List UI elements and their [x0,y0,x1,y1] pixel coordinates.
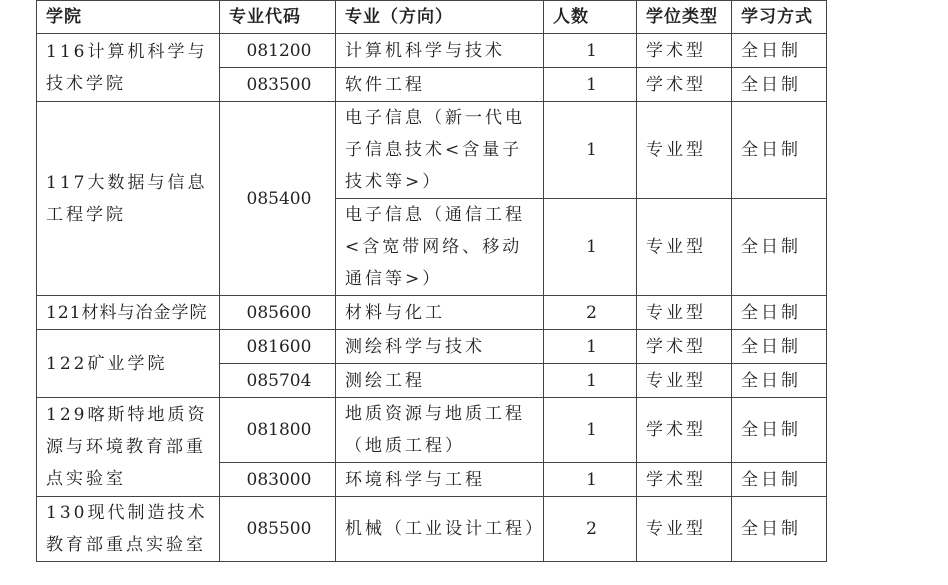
mode-cell: 全日制 [732,364,827,398]
table-row [37,330,827,364]
degree-cell: 专业型 [637,296,732,330]
count-cell: 1 [544,199,637,296]
mode-cell: 全日制 [732,296,827,330]
code-cell: 085600 [220,296,336,330]
major-cell: 测绘工程 [336,364,544,398]
mode-cell: 全日制 [732,68,827,102]
count-cell: 1 [544,364,637,398]
mode-cell: 全日制 [732,497,827,562]
code-cell: 085400 [220,102,336,296]
code-cell: 085704 [220,364,336,398]
table-row [37,296,827,330]
header-row [37,1,827,34]
header-mode: 学习方式 [732,1,827,34]
degree-cell: 学术型 [637,398,732,463]
degree-cell: 学术型 [637,34,732,68]
major-cell: 地质资源与地质工程（地质工程） [336,398,544,463]
count-cell: 1 [544,398,637,463]
table-row [37,34,827,68]
degree-cell: 专业型 [637,199,732,296]
major-cell: 电子信息（通信工程<含宽带网络、移动通信等>） [336,199,544,296]
degree-cell: 学术型 [637,330,732,364]
code-cell: 083000 [220,463,336,497]
header-degree: 学位类型 [637,1,732,34]
count-cell: 2 [544,497,637,562]
degree-cell: 专业型 [637,497,732,562]
code-cell: 081800 [220,398,336,463]
major-cell: 环境科学与工程 [336,463,544,497]
major-cell: 计算机科学与技术 [336,34,544,68]
table-row [37,398,827,463]
header-major: 专业（方向） [336,1,544,34]
mode-cell: 全日制 [732,199,827,296]
header-count: 人数 [544,1,637,34]
college-cell: 130现代制造技术教育部重点实验室 [37,497,220,562]
code-cell: 081200 [220,34,336,68]
count-cell: 1 [544,34,637,68]
enrollment-table [36,0,827,562]
count-cell: 1 [544,102,637,199]
major-cell: 测绘科学与技术 [336,330,544,364]
table-row [37,497,827,562]
count-cell: 1 [544,463,637,497]
count-cell: 2 [544,296,637,330]
degree-cell: 学术型 [637,463,732,497]
header-college: 学院 [37,1,220,34]
college-cell: 122矿业学院 [37,330,220,398]
count-cell: 1 [544,68,637,102]
mode-cell: 全日制 [732,398,827,463]
major-cell: 机械（工业设计工程） [336,497,544,562]
college-cell: 117大数据与信息工程学院 [37,102,220,296]
mode-cell: 全日制 [732,330,827,364]
header-code: 专业代码 [220,1,336,34]
degree-cell: 专业型 [637,102,732,199]
code-cell: 085500 [220,497,336,562]
degree-cell: 学术型 [637,68,732,102]
college-cell: 129喀斯特地质资源与环境教育部重点实验室 [37,398,220,497]
major-cell: 软件工程 [336,68,544,102]
college-cell: 116计算机科学与技术学院 [37,34,220,102]
code-cell: 081600 [220,330,336,364]
degree-cell: 专业型 [637,364,732,398]
major-cell: 材料与化工 [336,296,544,330]
mode-cell: 全日制 [732,34,827,68]
mode-cell: 全日制 [732,463,827,497]
mode-cell: 全日制 [732,102,827,199]
count-cell: 1 [544,330,637,364]
code-cell: 083500 [220,68,336,102]
table-row [37,102,827,199]
college-cell: 121材料与冶金学院 [37,296,220,330]
major-cell: 电子信息（新一代电子信息技术<含量子技术等>） [336,102,544,199]
